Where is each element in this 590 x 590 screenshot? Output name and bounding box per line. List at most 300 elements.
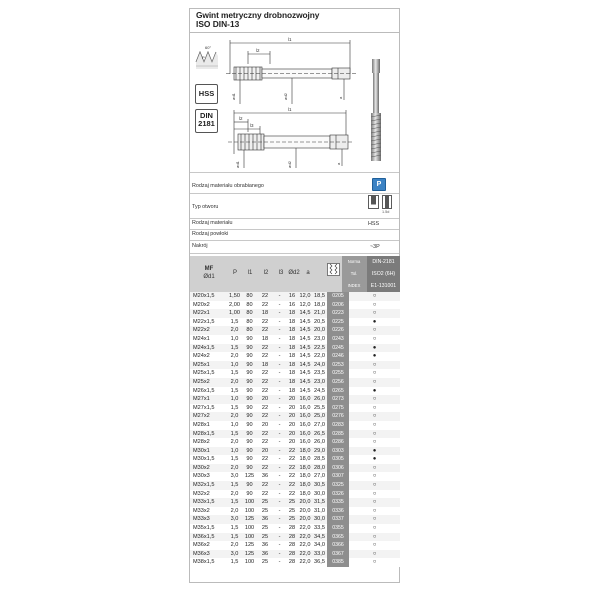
- cell-pitch: 1,0: [227, 447, 242, 456]
- cell-d2-shank: 18: [286, 361, 298, 370]
- tap-product-image: [366, 57, 386, 165]
- table-row: [190, 541, 400, 550]
- header-norm: [342, 256, 400, 268]
- table-row: [190, 498, 400, 507]
- cell-size: M30x1,5: [190, 455, 227, 464]
- cell-size: M20x2: [190, 301, 227, 310]
- cell-d2: 18,0: [299, 490, 311, 497]
- cell-pitch: 1,5: [227, 558, 242, 567]
- cell-d2-shank: 18: [286, 387, 298, 396]
- property-value-chamfer: ~3P: [370, 244, 380, 250]
- cell-l2: 36: [257, 515, 273, 524]
- cell-d2-shank: 28: [286, 541, 298, 550]
- cell-l1: 125: [242, 550, 257, 559]
- cell-a: 31,5: [312, 498, 327, 507]
- cell-code: 0245: [327, 344, 349, 353]
- cell-code: 0246: [327, 352, 349, 361]
- cell-d2-shank: 28: [286, 524, 298, 533]
- cell-code: 0273: [327, 395, 349, 404]
- dim-l2-upper: l2: [256, 48, 260, 53]
- cell-availability: ○: [349, 301, 400, 310]
- cell-l1: 90: [242, 344, 257, 353]
- cell-availability: ○: [349, 481, 400, 490]
- cell-size: M32x1,5: [190, 481, 227, 490]
- cell-d2-shank: 22: [286, 447, 298, 456]
- cell-a: 30,0: [312, 515, 327, 524]
- cell-availability: ○: [349, 292, 400, 301]
- table-row: [190, 550, 400, 559]
- cell-d2: 12,0: [299, 301, 311, 308]
- cell-availability: ○: [349, 558, 400, 567]
- cell-d2: 12,0: [299, 293, 311, 299]
- cell-a: 24,0: [312, 361, 327, 370]
- cell-d2-shank: 20: [286, 430, 298, 439]
- cell-a: 25,0: [312, 412, 327, 421]
- cell-size: M30x2: [190, 464, 227, 473]
- cell-l1: 100: [242, 507, 257, 516]
- header-norm-label: Norma: [347, 259, 361, 264]
- cell-availability: ○: [349, 361, 400, 370]
- cell-d2-shank: 25: [286, 507, 298, 516]
- cell-d2: 22,0: [299, 542, 311, 549]
- cell-l2: 22: [257, 412, 273, 421]
- cell-d2: 14,5: [299, 353, 311, 360]
- table-row: [190, 533, 400, 542]
- cell-availability: ○: [349, 404, 400, 413]
- cell-l1: 90: [242, 369, 257, 378]
- cell-l2: 22: [257, 326, 273, 335]
- cell-l3: -: [273, 352, 286, 361]
- tap-technical-drawing: [226, 34, 360, 170]
- cell-l2: 18: [257, 309, 273, 318]
- cell-l3: -: [273, 481, 286, 490]
- cell-d2-shank: 20: [286, 404, 298, 413]
- cell-availability: ○: [349, 369, 400, 378]
- cell-l2: 25: [257, 498, 273, 507]
- cell-d2: 14,5: [299, 361, 311, 368]
- cell-l3: -: [273, 301, 286, 310]
- divider: [190, 240, 399, 241]
- cell-pitch: 1,5: [227, 498, 242, 507]
- cell-pitch: 3,0: [227, 550, 242, 559]
- cell-code: 0223: [327, 309, 349, 318]
- dim-d1-upper: ød1: [231, 93, 236, 100]
- cell-code: 0355: [327, 524, 349, 533]
- divider: [190, 229, 399, 230]
- cell-l2: 22: [257, 430, 273, 439]
- thread-angle-label: 60°: [205, 45, 212, 50]
- cell-l2: 18: [257, 361, 273, 370]
- cell-pitch: 2,0: [227, 326, 242, 335]
- cell-l1: 90: [242, 412, 257, 421]
- cell-d2: 14,5: [299, 370, 311, 377]
- cell-d2-shank: 20: [286, 421, 298, 430]
- thread-hole-icon: [327, 263, 340, 276]
- cell-l1: 90: [242, 395, 257, 404]
- cell-code: 0303: [327, 447, 349, 456]
- cell-code: 0253: [327, 361, 349, 370]
- cell-code: 0385: [327, 558, 349, 567]
- cell-d2-shank: 22: [286, 481, 298, 490]
- cell-d2: 20,0: [299, 507, 311, 514]
- cell-l1: 90: [242, 438, 257, 447]
- cell-availability: ○: [349, 541, 400, 550]
- cell-availability: ○: [349, 395, 400, 404]
- cell-size: M25x1,5: [190, 369, 227, 378]
- cell-size: M24x2: [190, 352, 227, 361]
- cell-pitch: 1,00: [227, 309, 242, 318]
- cell-l1: 90: [242, 430, 257, 439]
- cell-l3: -: [273, 498, 286, 507]
- cell-d2: 14,5: [299, 387, 311, 394]
- cell-availability: ●: [349, 344, 400, 353]
- cell-size: M33x3: [190, 515, 227, 524]
- cell-l1: 100: [242, 524, 257, 533]
- cell-l1: 90: [242, 490, 257, 499]
- cell-code: 0286: [327, 438, 349, 447]
- table-row: [190, 515, 400, 524]
- cell-l3: -: [273, 387, 286, 396]
- cell-l3: -: [273, 335, 286, 344]
- cell-a: 22,5: [312, 344, 327, 353]
- property-label-workpiece-material: Rodzaj materiału obrabianego: [192, 183, 264, 189]
- cell-d2-shank: 18: [286, 369, 298, 378]
- cell-l3: -: [273, 361, 286, 370]
- cell-l2: 36: [257, 472, 273, 481]
- cell-l2: 22: [257, 387, 273, 396]
- col-header-d2: Ød2: [288, 270, 300, 276]
- cell-l1: 80: [242, 309, 257, 318]
- table-row: [190, 309, 400, 318]
- cell-availability: ○: [349, 412, 400, 421]
- dim-l2-lower: l2: [239, 116, 243, 121]
- cell-l2: 22: [257, 490, 273, 499]
- cell-a: 30,0: [312, 490, 327, 499]
- cell-size: M25x1: [190, 361, 227, 370]
- cell-a: 33,0: [312, 550, 327, 559]
- through-hole-icon: [382, 195, 392, 209]
- cell-d2: 14,5: [299, 344, 311, 351]
- cell-availability: ○: [349, 464, 400, 473]
- divider: [190, 253, 399, 254]
- cell-l1: 80: [242, 292, 257, 301]
- cell-l2: 20: [257, 447, 273, 456]
- property-label-hole-type: Typ otworu: [192, 204, 219, 210]
- cell-availability: ○: [349, 490, 400, 499]
- cell-code: 0255: [327, 369, 349, 378]
- cell-pitch: 1,5: [227, 524, 242, 533]
- cell-a: 27,0: [312, 472, 327, 481]
- cell-code: 0336: [327, 507, 349, 516]
- cell-availability: ○: [349, 335, 400, 344]
- cell-a: 34,5: [312, 533, 327, 542]
- cell-code: 0275: [327, 404, 349, 413]
- cell-pitch: 2,0: [227, 352, 242, 361]
- cell-l1: 125: [242, 472, 257, 481]
- cell-d2: 20,0: [299, 516, 311, 523]
- cell-d2: 18,0: [299, 456, 311, 463]
- hss-badge: HSS: [195, 84, 218, 104]
- cell-d2-shank: 20: [286, 412, 298, 421]
- cell-l3: -: [273, 558, 286, 567]
- col-header-l1: l1: [247, 270, 253, 276]
- cell-a: 21,0: [312, 309, 327, 318]
- cell-availability: ○: [349, 309, 400, 318]
- cell-l1: 100: [242, 558, 257, 567]
- cell-l1: 100: [242, 498, 257, 507]
- cell-d2: 14,5: [299, 310, 311, 317]
- cell-availability: ●: [349, 318, 400, 327]
- cell-l3: -: [273, 318, 286, 327]
- cell-l1: 90: [242, 455, 257, 464]
- dim-d1-lower: ød1: [235, 161, 240, 168]
- cell-l3: -: [273, 472, 286, 481]
- cell-l3: -: [273, 438, 286, 447]
- cell-size: M24x1: [190, 335, 227, 344]
- table-row: [190, 378, 400, 387]
- cell-d2-shank: 18: [286, 335, 298, 344]
- cell-l2: 22: [257, 481, 273, 490]
- table-row: [190, 412, 400, 421]
- blind-hole-icon: [368, 195, 379, 209]
- property-label-chamfer: Nakrój: [192, 243, 208, 249]
- cell-code: 0226: [327, 326, 349, 335]
- cell-availability: ●: [349, 447, 400, 456]
- cell-d2-shank: 18: [286, 344, 298, 353]
- cell-l3: -: [273, 412, 286, 421]
- header-index-value: E1-131001: [367, 280, 400, 292]
- cell-size: M22x1,5: [190, 318, 227, 327]
- cell-l3: -: [273, 490, 286, 499]
- table-row: [190, 472, 400, 481]
- table-row: [190, 301, 400, 310]
- cell-l2: 22: [257, 301, 273, 310]
- cell-a: 18,0: [312, 301, 327, 310]
- cell-code: 0305: [327, 455, 349, 464]
- cell-size: M36x3: [190, 550, 227, 559]
- table-row: [190, 404, 400, 413]
- cell-d2-shank: 22: [286, 472, 298, 481]
- cell-size: M25x2: [190, 378, 227, 387]
- cell-code: 0366: [327, 541, 349, 550]
- dim-d2-lower: ød2: [287, 161, 292, 168]
- cell-l2: 22: [257, 438, 273, 447]
- cell-size: M28x1,5: [190, 430, 227, 439]
- cell-pitch: 1,5: [227, 369, 242, 378]
- header-tolerance-value: ISO2 (6H): [367, 268, 400, 280]
- table-row: [190, 507, 400, 516]
- cell-size: M36x1,5: [190, 533, 227, 542]
- table-row: [190, 438, 400, 447]
- cell-a: 31,0: [312, 507, 327, 516]
- cell-a: 23,5: [312, 369, 327, 378]
- cell-d2: 16,0: [299, 413, 311, 420]
- cell-size: M30x3: [190, 472, 227, 481]
- cell-l2: 36: [257, 541, 273, 550]
- cell-pitch: 1,5: [227, 318, 242, 327]
- col-header-p: P: [232, 270, 237, 276]
- material-group-p-icon: P: [372, 178, 386, 191]
- cell-l3: -: [273, 533, 286, 542]
- cell-pitch: 1,5: [227, 481, 242, 490]
- cell-pitch: 2,0: [227, 412, 242, 421]
- cell-size: M27x1,5: [190, 404, 227, 413]
- cell-d2: 16,0: [299, 439, 311, 446]
- cell-availability: ○: [349, 326, 400, 335]
- cell-d2: 22,0: [299, 533, 311, 540]
- cell-d2: 18,0: [299, 473, 311, 480]
- din-badge-line2: 2181: [198, 119, 215, 128]
- cell-availability: ●: [349, 387, 400, 396]
- cell-l1: 90: [242, 352, 257, 361]
- cell-pitch: 1,5: [227, 430, 242, 439]
- divider: [190, 193, 399, 194]
- divider: [190, 172, 399, 173]
- cell-d2: 14,5: [299, 327, 311, 334]
- cell-d2: 16,0: [299, 430, 311, 437]
- cell-d2: 22,0: [299, 525, 311, 532]
- cell-l1: 100: [242, 533, 257, 542]
- cell-pitch: 2,0: [227, 438, 242, 447]
- cell-l3: -: [273, 344, 286, 353]
- cell-d2-shank: 18: [286, 309, 298, 318]
- property-label-tool-material: Rodzaj materiału: [192, 220, 233, 226]
- cell-code: 0206: [327, 301, 349, 310]
- header-index-label: INDEX: [347, 283, 361, 288]
- cell-availability: ○: [349, 507, 400, 516]
- cell-l2: 22: [257, 369, 273, 378]
- cell-code: 0205: [327, 292, 349, 301]
- cell-d2: 14,5: [299, 318, 311, 325]
- cell-l1: 125: [242, 515, 257, 524]
- cell-a: 28,0: [312, 464, 327, 473]
- cell-pitch: 1,0: [227, 335, 242, 344]
- table-row: [190, 292, 400, 301]
- cell-d2: 18,0: [299, 447, 311, 454]
- cell-availability: ○: [349, 438, 400, 447]
- cell-code: 0306: [327, 464, 349, 473]
- catalog-page: [189, 8, 400, 583]
- cell-a: 28,5: [312, 455, 327, 464]
- cell-availability: ○: [349, 498, 400, 507]
- cell-l1: 90: [242, 378, 257, 387]
- cell-l2: 22: [257, 344, 273, 353]
- cell-l3: -: [273, 541, 286, 550]
- cell-d2: 22,0: [299, 550, 311, 557]
- cell-availability: ●: [349, 352, 400, 361]
- cell-l3: -: [273, 421, 286, 430]
- cell-l2: 18: [257, 335, 273, 344]
- page-subtitle: ISO DIN-13: [196, 19, 240, 29]
- cell-availability: ○: [349, 430, 400, 439]
- table-row: [190, 318, 400, 327]
- cell-pitch: 2,0: [227, 490, 242, 499]
- cell-l3: -: [273, 326, 286, 335]
- cell-l2: 20: [257, 395, 273, 404]
- cell-l2: 25: [257, 524, 273, 533]
- table-row: [190, 326, 400, 335]
- hole-depth-note: 1.5d: [382, 210, 390, 214]
- col-header-d1: Ød1: [203, 274, 215, 280]
- cell-code: 0225: [327, 318, 349, 327]
- cell-code: 0325: [327, 481, 349, 490]
- cell-l1: 125: [242, 541, 257, 550]
- cell-a: 24,5: [312, 387, 327, 396]
- cell-d2-shank: 18: [286, 378, 298, 387]
- table-row: [190, 361, 400, 370]
- cell-l2: 22: [257, 464, 273, 473]
- cell-l1: 90: [242, 464, 257, 473]
- cell-l1: 90: [242, 447, 257, 456]
- cell-code: 0243: [327, 335, 349, 344]
- header-tolerance-label: Tol.: [350, 271, 358, 276]
- cell-d2-shank: 20: [286, 438, 298, 447]
- col-header-a: a: [306, 270, 310, 276]
- cell-size: M27x2: [190, 412, 227, 421]
- table-row: [190, 344, 400, 353]
- spec-table: [190, 292, 400, 567]
- cell-d2: 16,0: [299, 421, 311, 428]
- cell-l3: -: [273, 404, 286, 413]
- cell-availability: ○: [349, 533, 400, 542]
- dim-l3-lower: l3: [250, 123, 254, 128]
- cell-a: 34,0: [312, 541, 327, 550]
- cell-l3: -: [273, 507, 286, 516]
- cell-d2-shank: 22: [286, 490, 298, 499]
- cell-d2-shank: 28: [286, 558, 298, 567]
- cell-l3: -: [273, 447, 286, 456]
- cell-l1: 90: [242, 335, 257, 344]
- table-row: [190, 369, 400, 378]
- cell-d2-shank: 20: [286, 395, 298, 404]
- cell-availability: ○: [349, 524, 400, 533]
- cell-d2-shank: 25: [286, 498, 298, 507]
- cell-pitch: 2,0: [227, 378, 242, 387]
- cell-pitch: 1,5: [227, 344, 242, 353]
- table-row: [190, 352, 400, 361]
- cell-size: M28x2: [190, 438, 227, 447]
- cell-d2-shank: 18: [286, 352, 298, 361]
- dim-a-lower: a: [336, 162, 341, 165]
- cell-a: 26,0: [312, 395, 327, 404]
- cell-pitch: 3,0: [227, 515, 242, 524]
- col-header-l2: l2: [263, 270, 269, 276]
- cell-d2-shank: 28: [286, 550, 298, 559]
- dim-d2-upper: ød2: [283, 93, 288, 100]
- cell-d2-shank: 18: [286, 318, 298, 327]
- cell-d2-shank: 22: [286, 464, 298, 473]
- cell-availability: ○: [349, 472, 400, 481]
- cell-pitch: 1,5: [227, 387, 242, 396]
- cell-a: 18,5: [312, 292, 327, 301]
- cell-pitch: 2,0: [227, 464, 242, 473]
- header-index: [342, 280, 400, 292]
- cell-d2: 16,0: [299, 404, 311, 411]
- cell-l3: -: [273, 455, 286, 464]
- cell-size: M30x1: [190, 447, 227, 456]
- table-row: [190, 387, 400, 396]
- cell-l2: 22: [257, 352, 273, 361]
- cell-availability: ○: [349, 515, 400, 524]
- cell-l2: 25: [257, 558, 273, 567]
- cell-availability: ○: [349, 421, 400, 430]
- table-row: [190, 558, 400, 567]
- cell-code: 0367: [327, 550, 349, 559]
- cell-availability: ●: [349, 455, 400, 464]
- table-row: [190, 447, 400, 456]
- cell-code: 0337: [327, 515, 349, 524]
- cell-l1: 90: [242, 481, 257, 490]
